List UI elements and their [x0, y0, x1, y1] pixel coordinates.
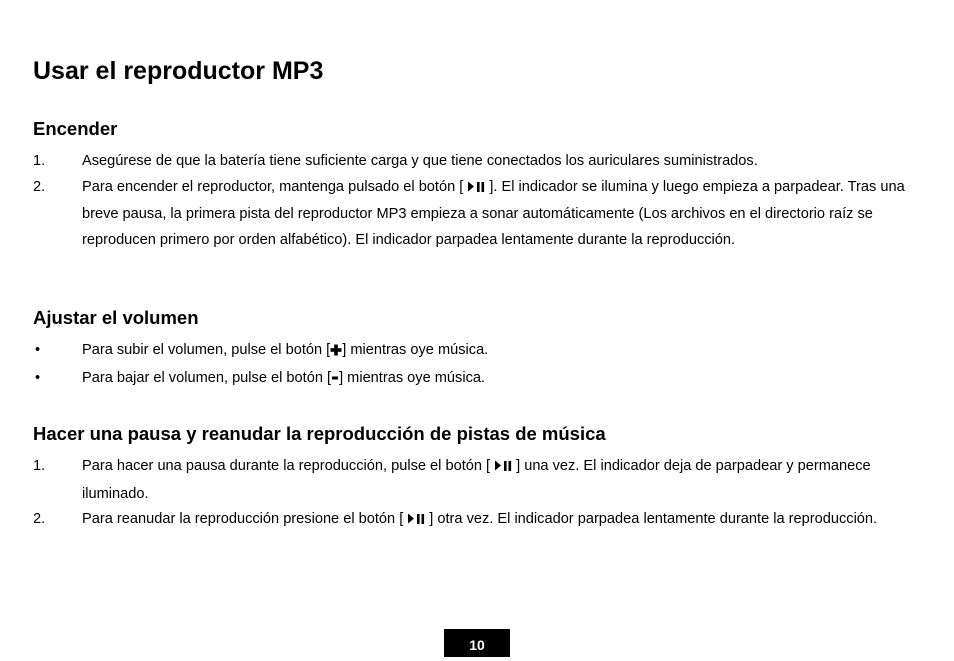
- bullet-text-after: ] mientras oye música.: [339, 369, 486, 386]
- encender-steps: [33, 149, 934, 253]
- list-number: 2.: [33, 178, 46, 195]
- bullet: •: [35, 342, 41, 358]
- step-text-before: Para hacer una pausa durante la reproducción, pulse el botón [: [82, 458, 491, 474]
- page-title: Usar el reproductor MP3: [33, 57, 324, 85]
- list-item: [33, 366, 934, 394]
- step-text-after: ] otra vez. El indicador parpadea lentamente durante la reproducción.: [429, 511, 878, 527]
- list-item: [33, 454, 934, 507]
- list-number: 1.: [33, 153, 46, 169]
- list-item: [33, 149, 934, 175]
- play-pause-icon: [465, 177, 487, 203]
- list-item: [33, 507, 934, 535]
- section-heading-volumen: Ajustar el volumen: [33, 307, 199, 328]
- play-pause-icon: [492, 456, 514, 482]
- page-number: 10: [444, 629, 510, 657]
- step-text-after: ] una vez. El indicador deja de parpadear y permanece iluminado.: [82, 458, 871, 502]
- section-heading-encender: Encender: [33, 118, 118, 139]
- bullet-text-before: Para subir el volumen, pulse el botón [: [82, 342, 331, 358]
- list-item: [33, 338, 934, 366]
- step-text-before: Para reanudar la reproducción presione el botón [: [82, 511, 404, 527]
- play-pause-icon: [405, 509, 427, 535]
- list-item: [33, 175, 934, 254]
- step-text: Asegúrese de que la batería tiene suficiente carga y que tiene conectados los auriculares suministrados.: [82, 153, 758, 169]
- list-number: 1.: [33, 458, 46, 474]
- bullet-text-before: Para bajar el volumen, pulse el botón [: [82, 369, 332, 386]
- volumen-bullets: [33, 338, 934, 393]
- plus-icon: [330, 340, 342, 366]
- bullet: •: [35, 369, 41, 386]
- list-number: 2.: [33, 511, 46, 527]
- step-text-before: Para encender el reproductor, mantenga pulsado el botón [: [82, 178, 464, 195]
- step-text-after: ]. El indicador se ilumina y luego empieza a parpadear. Tras una breve pausa, la primera pista del reproductor MP3 empieza a sonar automáticamente (Los archivos en el directorio raíz se reproducen primero por orden alfabético). El indicador parpadea lentamente durante la reproducción.: [82, 178, 905, 248]
- minus-icon: [331, 368, 339, 394]
- pausa-steps: [33, 454, 934, 535]
- bullet-text-after: ] mientras oye música.: [342, 342, 489, 358]
- section-heading-pausa: Hacer una pausa y reanudar la reproducción de pistas de música: [33, 423, 606, 444]
